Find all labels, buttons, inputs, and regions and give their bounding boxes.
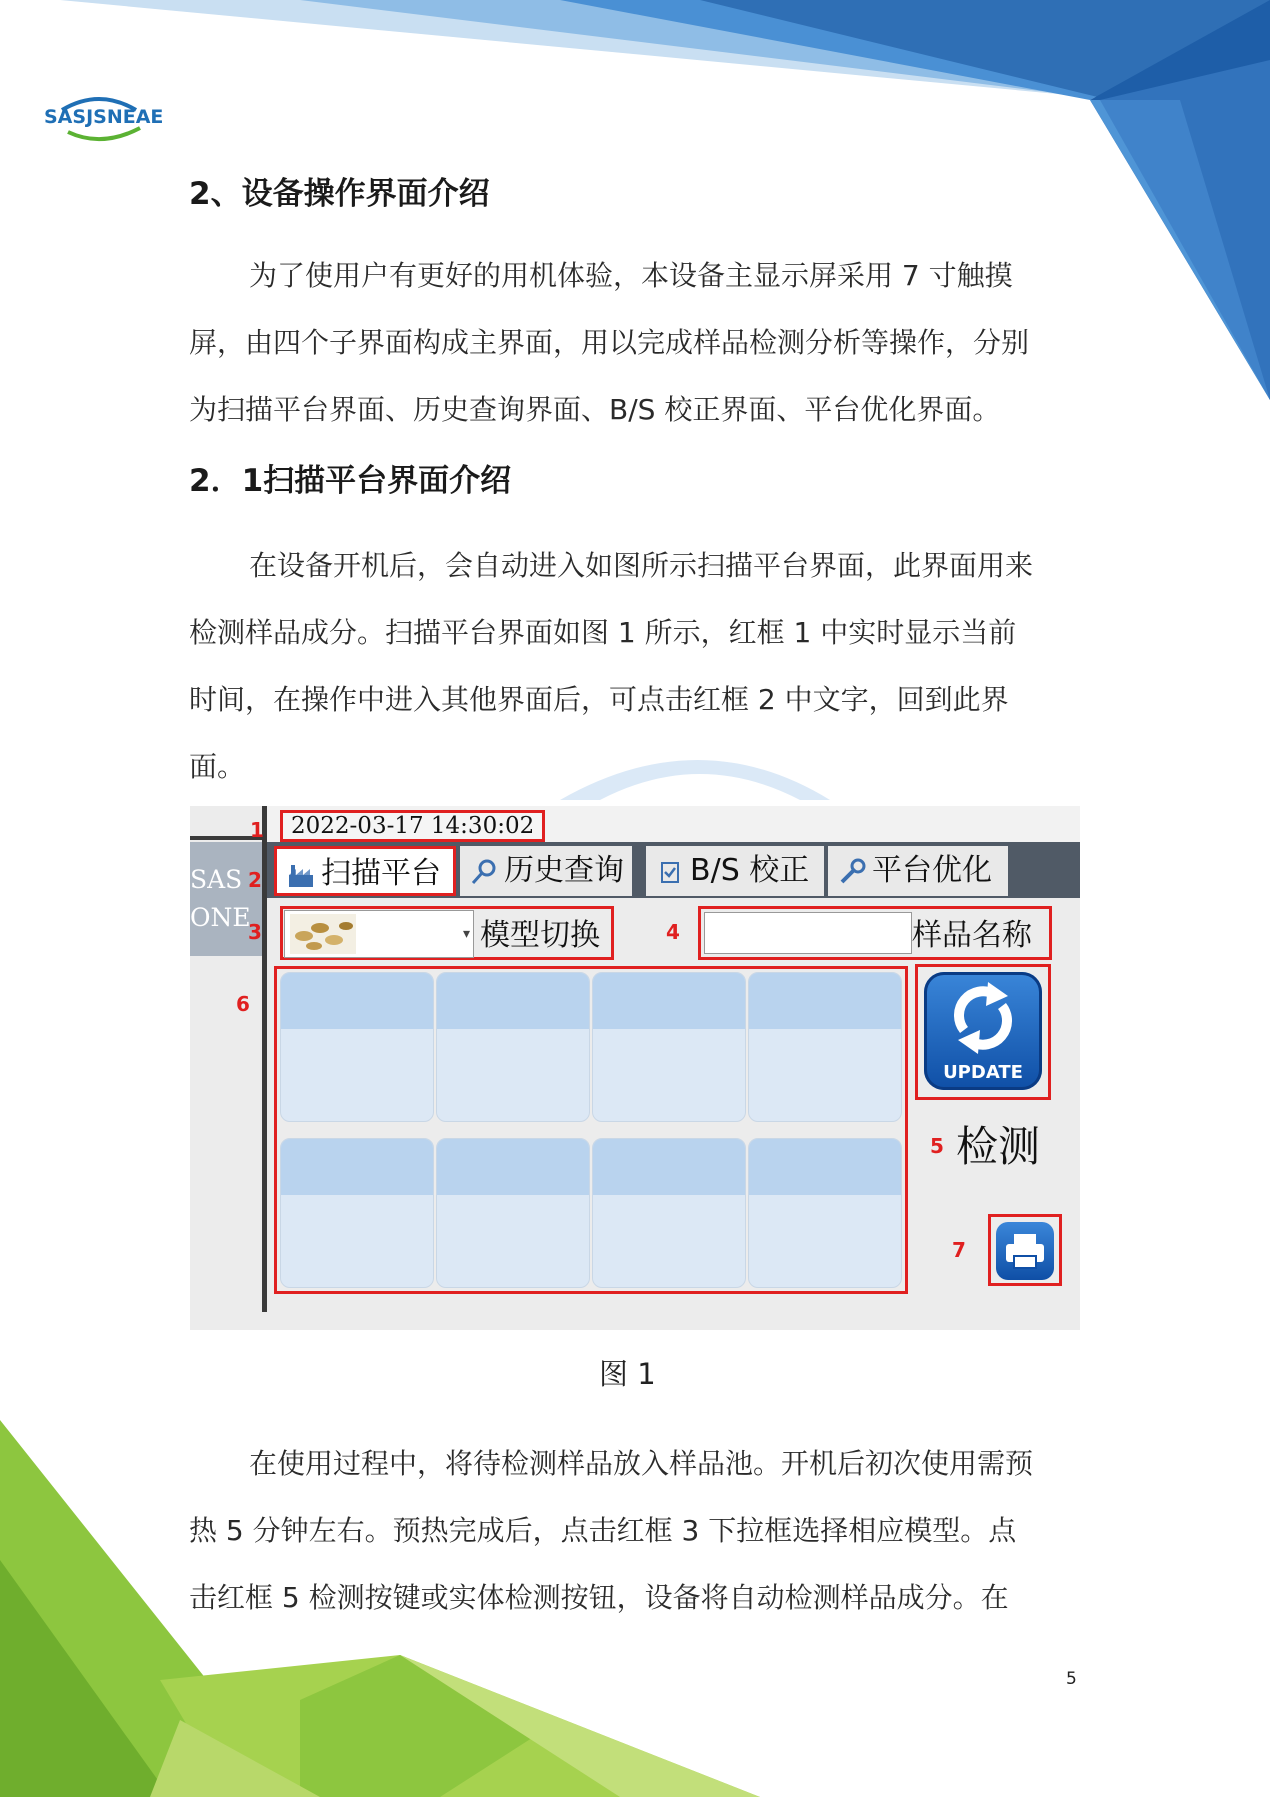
text-line: 击红框 5 检测按键或实体检测按钮，设备将自动检测样品成分。在 <box>189 1581 1009 1614</box>
section-heading-2-1: 2．1扫描平台界面介绍 <box>189 463 512 499</box>
text-line: 面。 <box>189 750 246 783</box>
checklist-icon <box>656 858 684 886</box>
sample-slot[interactable] <box>748 972 902 1122</box>
marker-4: 4 <box>666 920 680 944</box>
marker-5: 5 <box>930 1134 944 1158</box>
tab-label: 历史查询 <box>504 853 624 888</box>
paragraph-usage <box>189 1430 1079 1631</box>
text-line: 热 5 分钟左右。预热完成后，点击红框 3 下拉框选择相应模型。点 <box>189 1514 1017 1547</box>
paragraph-scan-platform <box>189 532 1079 800</box>
detect-label: 检测 <box>956 1122 1041 1171</box>
printer-icon <box>996 1222 1054 1280</box>
sample-name-label: 样品名称 <box>912 918 1032 953</box>
paragraph-intro <box>189 242 1079 443</box>
print-button[interactable] <box>996 1222 1054 1280</box>
marker-6: 6 <box>236 992 250 1016</box>
sample-slot[interactable] <box>436 1138 590 1288</box>
tab-history-query[interactable] <box>460 846 632 896</box>
text-line: 时间，在操作中进入其他界面后，可点击红框 2 中文字，回到此界 <box>189 683 1009 716</box>
sample-slot[interactable] <box>436 972 590 1122</box>
tab-label: 平台优化 <box>872 853 992 888</box>
sample-slot[interactable] <box>592 972 746 1122</box>
factory-icon <box>287 861 315 889</box>
sample-slot[interactable] <box>280 972 434 1122</box>
marker-1: 1 <box>250 818 264 842</box>
wrench-icon <box>838 858 866 886</box>
section-heading-2: 2、设备操作界面介绍 <box>189 176 490 212</box>
text-line: 屏，由四个子界面构成主界面，用以完成样品检测分析等操作，分别 <box>189 326 1030 359</box>
company-logo <box>44 88 164 148</box>
sample-slot[interactable] <box>748 1138 902 1288</box>
figure-scan-platform-screenshot <box>190 806 1080 1330</box>
brand-line: ONE <box>190 903 251 932</box>
figure-caption: 图 1 <box>599 1357 656 1391</box>
marker-7: 7 <box>952 1238 966 1262</box>
tab-label: B/S 校正 <box>690 853 810 888</box>
grain-sample-icon <box>290 914 356 954</box>
update-button[interactable] <box>924 972 1042 1090</box>
marker-2: 2 <box>248 868 262 892</box>
logo-text: SASJSNEAE <box>44 106 164 128</box>
divider <box>262 806 267 1312</box>
page-number: 5 <box>1066 1669 1077 1689</box>
text-line: 在设备开机后，会自动进入如图所示扫描平台界面，此界面用来 <box>249 549 1034 582</box>
text-line: 在使用过程中，将待检测样品放入样品池。开机后初次使用需预 <box>249 1447 1034 1480</box>
sample-slot[interactable] <box>592 1138 746 1288</box>
marker-3: 3 <box>248 920 262 944</box>
sample-slot[interactable] <box>280 1138 434 1288</box>
tab-scan-platform[interactable] <box>274 846 456 896</box>
refresh-icon <box>924 972 1042 1062</box>
text-line: 为扫描平台界面、历史查询界面、B/S 校正界面、平台优化界面。 <box>189 393 1001 426</box>
sample-name-input[interactable] <box>704 912 912 954</box>
tab-platform-optimization[interactable] <box>828 846 1008 896</box>
text-line: 检测样品成分。扫描平台界面如图 1 所示，红框 1 中实时显示当前 <box>189 616 1017 649</box>
datetime-display: 2022-03-17 14:30:02 <box>280 810 545 842</box>
chevron-down-icon[interactable]: ▾ <box>463 926 471 942</box>
tab-label: 扫描平台 <box>321 856 441 891</box>
magnifier-icon <box>470 858 498 886</box>
brand-line: SAS <box>190 865 243 894</box>
text-line: 为了使用户有更好的用机体验，本设备主显示屏采用 7 寸触摸 <box>249 259 1013 292</box>
update-label: UPDATE <box>943 1062 1023 1083</box>
model-switch-button[interactable]: 模型切换 <box>480 918 600 953</box>
tab-bs-calibration[interactable] <box>646 846 824 896</box>
